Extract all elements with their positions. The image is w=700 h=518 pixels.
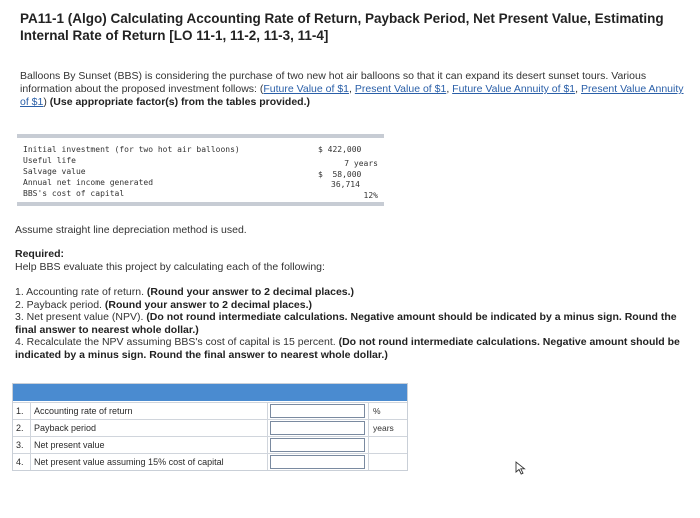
answer-row	[13, 453, 407, 470]
given-row	[23, 144, 378, 155]
requirement-item: 2. Payback period. (Round your answer to 2 decimal places.)	[15, 298, 313, 311]
given-value: 7 years	[344, 159, 378, 168]
given-label: Useful life	[23, 156, 76, 165]
given-row	[23, 155, 378, 166]
given-label: Initial investment (for two hot air balloons)	[23, 145, 240, 154]
table-divider	[17, 134, 384, 138]
given-row	[23, 177, 378, 188]
requirement-item: 4. Recalculate the NPV assuming BBS's cost of capital is 15 percent. (Do not round intermediate calculations. Negative amount should be indicated by a minus sign. Round the final answer to nearest whole dollar.)	[15, 336, 680, 361]
requirements-list	[15, 286, 695, 361]
intro-instruction: (Use appropriate factor(s) from the tables provided.)	[49, 96, 310, 108]
payback-period-input[interactable]	[270, 421, 365, 435]
given-data-table	[17, 134, 384, 206]
answer-table	[12, 383, 408, 471]
row-label: Payback period	[34, 423, 97, 433]
npv-15-percent-input[interactable]	[270, 455, 365, 469]
given-value: $ 422,000	[318, 145, 362, 154]
row-number: 3.	[13, 437, 31, 453]
unit-label: %	[368, 403, 412, 419]
given-label: BBS's cost of capital	[23, 189, 125, 198]
given-value: $ 58,000	[318, 170, 362, 179]
row-number: 1.	[13, 403, 31, 419]
mouse-pointer-icon	[515, 461, 527, 475]
intro-text: Balloons By Sunset (BBS) is considering the purchase of two new hot air balloons so that it can expand its desert sunset tours. Various information about the proposed investment follows: (	[20, 70, 647, 95]
page-title: PA11-1 (Algo) Calculating Accounting Rate of Return, Payback Period, Net Present Value, Estimating Internal Rate of Return [LO 11-1, 11-2, 11-3, 11-4]	[20, 11, 664, 43]
accounting-rate-input[interactable]	[270, 404, 365, 418]
link-future-value[interactable]: Future Value of $1	[263, 83, 350, 95]
required-heading: Required:	[15, 248, 65, 260]
npv-input[interactable]	[270, 438, 365, 452]
unit-label	[368, 454, 412, 470]
unit-label	[368, 437, 412, 453]
row-label: Net present value assuming 15% cost of capital	[34, 457, 224, 467]
required-subtitle: Help BBS evaluate this project by calculating each of the following:	[15, 261, 325, 273]
row-number: 2.	[13, 420, 31, 436]
link-future-value-annuity[interactable]: Future Value Annuity of $1	[452, 83, 576, 95]
problem-intro: Balloons By Sunset (BBS) is considering the purchase of two new hot air balloons so that it can expand its desert sunset tours. Various information about the proposed investment follows: (Future Value of $1, Present Value of $1, Future Value Annuity of $1, Present Value Annuity of $1) (Use appropriate factor(s) from the tables provided.)	[20, 70, 684, 108]
link-present-value[interactable]: Present Value of $1	[354, 83, 447, 95]
answer-table-header	[13, 384, 407, 401]
given-label: Annual net income generated	[23, 178, 154, 187]
requirement-item: 1. Accounting rate of return. (Round your answer to 2 decimal places.)	[15, 286, 355, 298]
given-row	[23, 166, 378, 177]
given-value: 36,714	[331, 180, 360, 189]
unit-label: years	[368, 420, 412, 436]
row-label: Accounting rate of return	[34, 406, 133, 416]
answer-row	[13, 402, 407, 419]
given-label: Salvage value	[23, 167, 86, 176]
answer-row	[13, 419, 407, 436]
given-row	[23, 188, 378, 199]
row-number: 4.	[13, 454, 31, 470]
answer-row	[13, 436, 407, 453]
table-divider	[17, 202, 384, 206]
given-value: 12%	[363, 191, 378, 200]
row-label: Net present value	[34, 440, 105, 450]
link-present-value-annuity[interactable]: Present Value Annuity of $1	[20, 83, 684, 108]
requirement-item: 3. Net present value (NPV). (Do not round intermediate calculations. Negative amount should be indicated by a minus sign. Round the final answer to nearest whole dollar.)	[15, 311, 677, 336]
assumption-text: Assume straight line depreciation method is used.	[15, 224, 247, 236]
